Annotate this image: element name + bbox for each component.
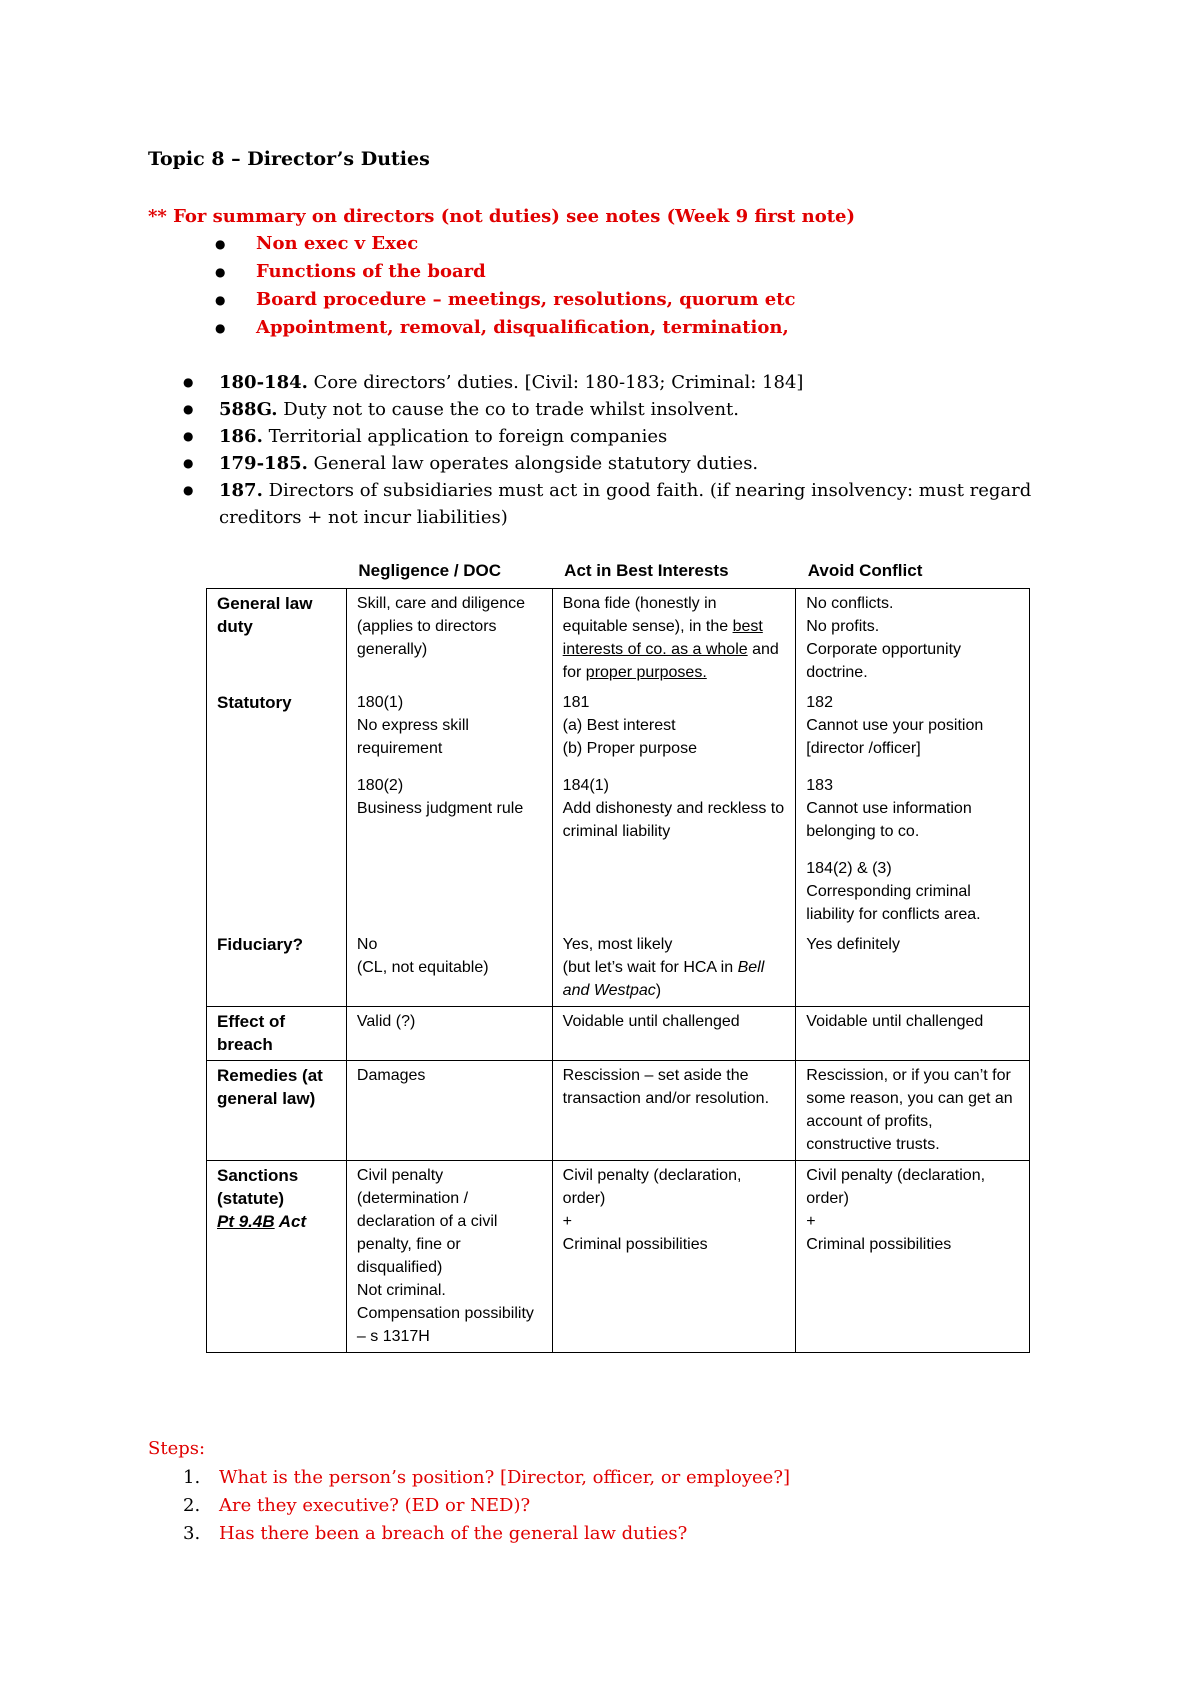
row-label-general-law: General law duty [207, 589, 347, 689]
table-header-blank [207, 554, 347, 589]
cell-effect-doc: Valid (?) [346, 1007, 552, 1061]
cell-general-bi [552, 589, 796, 689]
cell-remedies-bi: Rescission – set aside the transaction and/or resolution. [552, 1061, 796, 1161]
step-number: 3. [183, 1523, 201, 1544]
cell-text: 180(1) [356, 694, 404, 711]
cell-statutory-bi [552, 688, 796, 930]
cell-text: + [806, 1213, 816, 1230]
cell-text: Criminal possibilities [562, 1236, 708, 1253]
cell-sanctions-ac [796, 1161, 1030, 1353]
cell-text: (CL, not equitable) [356, 959, 489, 976]
cell-text: Civil penalty (declaration, order) [562, 1167, 742, 1207]
cell-text: + [562, 1213, 573, 1230]
cell-text: Compensation possibility – s 1317H [356, 1305, 534, 1345]
step-item [183, 1492, 790, 1520]
section-ref: 179-185. [219, 453, 308, 474]
steps-list [183, 1464, 790, 1548]
section-item [183, 477, 1043, 531]
row-label-effect: Effect of breach [207, 1007, 347, 1061]
duties-table [206, 554, 1030, 1353]
cell-fiduciary-ac: Yes definitely [796, 930, 1030, 1007]
cell-effect-ac: Voidable until challenged [796, 1007, 1030, 1061]
cell-text: Civil penalty (declaration, order) [806, 1167, 986, 1207]
table-row-sanctions [207, 1161, 1030, 1353]
summary-list [215, 230, 796, 342]
cell-general-doc [346, 589, 552, 689]
cell-text: Criminal possibilities [806, 1236, 952, 1253]
section-text: Duty not to cause the co to trade whilst insolvent. [277, 399, 739, 420]
row-label-fiduciary: Fiduciary? [207, 930, 347, 1007]
section-list [183, 369, 1043, 531]
section-ref: 180-184. [219, 372, 308, 393]
table-header-doc: Negligence / DOC [358, 561, 502, 580]
cell-text: Cannot use your position [director /officer] [806, 717, 984, 757]
cell-text: Add dishonesty and reckless to criminal liability [562, 800, 785, 840]
section-ref: 588G. [219, 399, 278, 420]
row-label-statutory: Statutory [207, 688, 347, 930]
steps-label: Steps: [148, 1438, 206, 1459]
cell-general-ac [796, 589, 1030, 689]
step-number: 2. [183, 1495, 201, 1516]
page-title: Topic 8 – Director’s Duties [148, 148, 430, 170]
step-text: Are they executive? (ED or NED)? [219, 1495, 531, 1516]
cell-text: Cannot use information belonging to co. [806, 800, 972, 840]
section-item [183, 396, 1043, 423]
section-item [183, 423, 1043, 450]
table-row-statutory [207, 688, 1030, 930]
table-row-fiduciary [207, 930, 1030, 1007]
section-ref: 186. [219, 426, 263, 447]
cell-text: Yes, most likely [562, 936, 673, 953]
cell-text: (applies to directors generally) [356, 618, 497, 658]
cell-text: (b) Proper purpose [562, 740, 697, 757]
step-text: Has there been a breach of the general law duties? [219, 1523, 688, 1544]
section-text: General law operates alongside statutory duties. [307, 453, 759, 474]
section-item [183, 369, 1043, 396]
cell-sanctions-doc [346, 1161, 552, 1353]
cell-text-underlined: best interests of co. as a whole [562, 618, 763, 658]
summary-item: ● Appointment, removal, disqualification, termination, [215, 314, 796, 342]
cell-text: 184(2) & (3) [806, 860, 892, 877]
cell-remedies-ac: Rescission, or if you can’t for some reason, you can get an account of profits, constructive trusts. [796, 1061, 1030, 1161]
cell-text: No express skill requirement [356, 717, 469, 757]
cell-text: ) [655, 982, 662, 999]
cell-text: No [356, 936, 378, 953]
step-item [183, 1520, 790, 1548]
table-row-effect [207, 1007, 1030, 1061]
table-header-row [207, 554, 1030, 589]
cell-text: No profits. [806, 618, 880, 635]
summary-note: ** For summary on directors (not duties) see notes (Week 9 first note) [148, 206, 856, 227]
summary-item: ● Non exec v Exec [215, 230, 796, 258]
cell-text: and for [562, 641, 779, 681]
section-item [183, 450, 1043, 477]
cell-text-underlined: Pt 9.4B [217, 1212, 275, 1231]
cell-fiduciary-bi [552, 930, 796, 1007]
table-row-remedies [207, 1061, 1030, 1161]
section-ref: 187. [219, 480, 263, 501]
cell-text-italic: Bell and Westpac [562, 959, 765, 999]
cell-statutory-ac [796, 688, 1030, 930]
step-text: What is the person’s position? [Director, officer, or employee?] [219, 1467, 790, 1488]
cell-text: Corresponding criminal liability for conflicts area. [806, 883, 981, 923]
cell-text: Sanctions (statute) [217, 1166, 299, 1208]
cell-text: Skill, care and diligence [356, 595, 525, 612]
cell-text: Not criminal. [356, 1282, 446, 1299]
row-label-remedies: Remedies (at general law) [207, 1061, 347, 1161]
section-text: Territorial application to foreign companies [262, 426, 668, 447]
cell-text: Corporate opportunity doctrine. [806, 641, 962, 681]
cell-text: 181 [562, 694, 590, 711]
cell-text: Civil penalty (determination / declaration of a civil penalty, fine or disqualified) [356, 1167, 498, 1276]
section-text: Directors of subsidiaries must act in good faith. (if nearing insolvency: must regard creditors + not incur liabilities) [219, 480, 1032, 528]
cell-text: No conflicts. [806, 595, 894, 612]
table-header-best-interests: Act in Best Interests [564, 561, 729, 580]
cell-text: 184(1) [562, 777, 609, 794]
cell-text: 180(2) [356, 777, 404, 794]
step-number: 1. [183, 1467, 201, 1488]
cell-fiduciary-doc [346, 930, 552, 1007]
row-label-sanctions [207, 1161, 347, 1353]
cell-text: (a) Best interest [562, 717, 676, 734]
cell-text: Bona fide (honestly in equitable sense), in the [562, 595, 733, 635]
cell-remedies-doc: Damages [346, 1061, 552, 1161]
cell-text: Act [274, 1212, 307, 1231]
cell-text: (but let’s wait for HCA in [562, 959, 738, 976]
cell-text: Business judgment rule [356, 800, 524, 817]
summary-item: ● Functions of the board [215, 258, 796, 286]
cell-statutory-doc [346, 688, 552, 930]
cell-effect-bi: Voidable until challenged [552, 1007, 796, 1061]
section-text: Core directors’ duties. [Civil: 180-183; Criminal: 184] [307, 372, 804, 393]
cell-text-underlined: proper purposes. [585, 664, 707, 681]
summary-item: ● Board procedure – meetings, resolutions, quorum etc [215, 286, 796, 314]
table-row-general-law [207, 589, 1030, 689]
step-item [183, 1464, 790, 1492]
cell-text: 183 [806, 777, 833, 794]
cell-text: 182 [806, 694, 833, 711]
cell-sanctions-bi [552, 1161, 796, 1353]
table-header-avoid-conflict: Avoid Conflict [807, 561, 923, 580]
